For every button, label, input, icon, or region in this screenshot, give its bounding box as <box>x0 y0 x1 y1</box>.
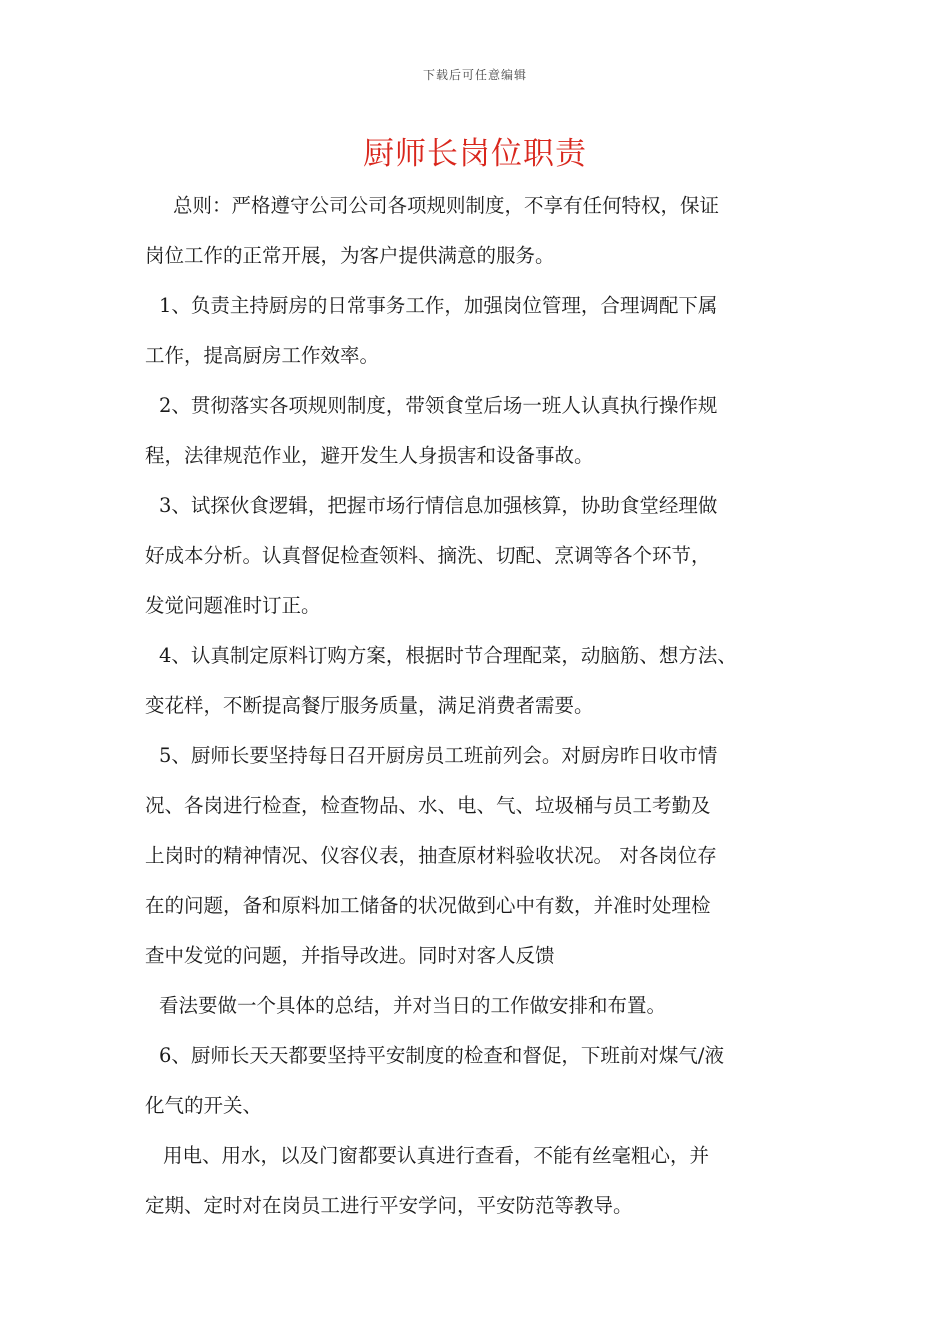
header-note: 下载后可任意编辑 <box>422 68 527 82</box>
body-line: 定期、定时对在岗员工进行平安学问，平安防范等教导。 <box>145 1194 633 1217</box>
document-title: 厨师长岗位职责 <box>363 136 587 172</box>
body-line: 用电、用水，以及门窗都要认真进行查看，不能有丝毫粗心，并 <box>163 1144 710 1167</box>
body-line: 变花样，不断提高餐厅服务质量，满足消费者需要。 <box>145 694 594 717</box>
body-line: 好成本分析。认真督促检查领料、摘洗、切配、烹调等各个环节， <box>145 544 711 567</box>
body-line: 况、各岗进行检查，检查物品、水、电、气、垃圾桶与员工考勤及 <box>145 794 711 817</box>
body-line: 3、试探伙食逻辑，把握市场行情信息加强核算，协助食堂经理做 <box>159 494 718 517</box>
body-line: 程，法律规范作业，避开发生人身损害和设备事故。 <box>145 444 594 467</box>
body-line: 化气的开关、 <box>145 1094 263 1117</box>
body-line: 5、厨师长要坚持每日召开厨房员工班前列会。对厨房昨日收市情 <box>159 744 718 767</box>
document-body <box>145 181 817 1231</box>
body-line: 工作，提高厨房工作效率。 <box>145 344 380 367</box>
body-line: 看法要做一个具体的总结，并对当日的工作做安排和布置。 <box>159 994 667 1017</box>
body-line: 2、贯彻落实各项规则制度，带领食堂后场一班人认真执行操作规 <box>159 394 718 417</box>
body-line: 在的问题，备和原料加工储备的状况做到心中有数，并准时处理检 <box>145 894 711 917</box>
body-line: 岗位工作的正常开展，为客户提供满意的服务。 <box>145 244 555 267</box>
body-line: 4、认真制定原料订购方案，根据时节合理配菜，动脑筋、想方法、 <box>159 644 737 667</box>
body-line: 查中发觉的问题，并指导改进。同时对客人反馈 <box>145 944 555 967</box>
body-line: 上岗时的精神情况、仪容仪表，抽查原材料验收状况。 对各岗位存 <box>145 844 717 867</box>
body-line: 6、厨师长天天都要坚持平安制度的检查和督促，下班前对煤气/液 <box>159 1044 724 1067</box>
body-line: 1、负责主持厨房的日常事务工作，加强岗位管理，合理调配下属 <box>159 294 718 317</box>
body-line: 总则：严格遵守公司公司各项规则制度，不享有任何特权，保证 <box>173 194 720 217</box>
body-line: 发觉问题准时订正。 <box>145 594 321 617</box>
